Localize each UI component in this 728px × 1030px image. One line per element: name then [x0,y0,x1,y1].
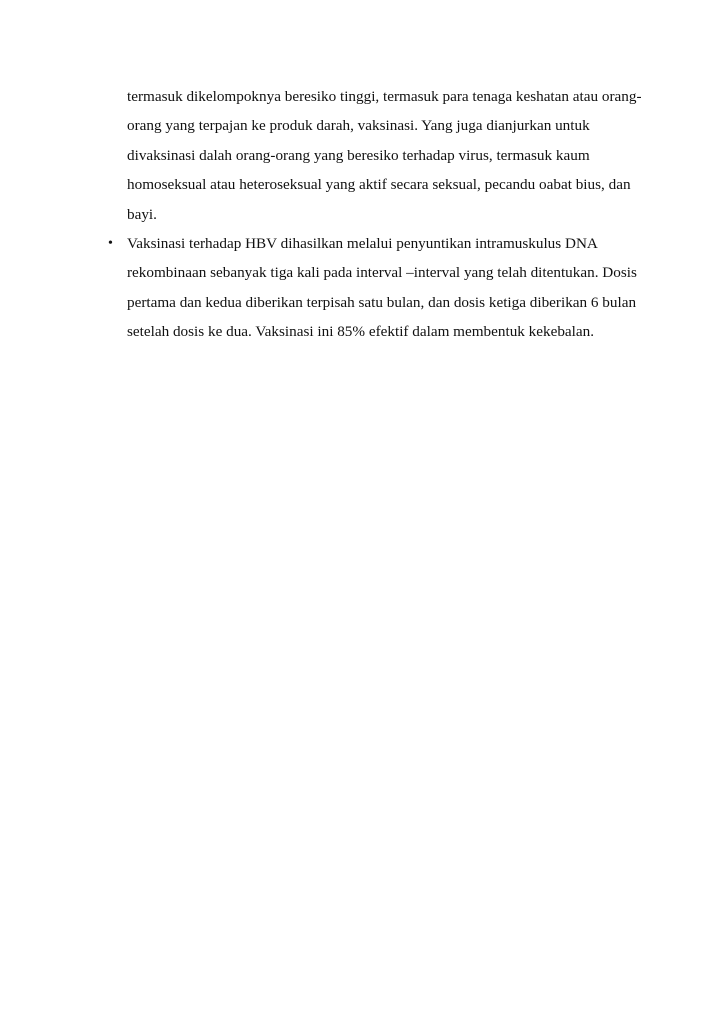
text-line: homoseksual atau heteroseksual yang aktif secara seksual, pecandu oabat bius, dan [127,176,631,194]
text-line: divaksinasi dalah orang-orang yang beresiko terhadap virus, termasuk kaum [127,146,590,164]
text-line: bayi. [127,205,157,223]
text-line: Vaksinasi terhadap HBV dihasilkan melalui penyuntikan intramuskulus DNA [127,234,598,252]
body-text [108,82,647,347]
bullet-icon: • [108,235,113,251]
bullet-list-item [108,229,647,347]
text-line: termasuk dikelompoknya beresiko tinggi, termasuk para tenaga keshatan atau orang- [127,88,642,105]
text-line: pertama dan kedua diberikan terpisah satu bulan, dan dosis ketiga diberikan 6 bulan [127,293,637,311]
text-line: setelah dosis ke dua. Vaksinasi ini 85% efektif dalam membentuk kekebalan. [127,323,595,341]
text-line: rekombinaan sebanyak tiga kali pada interval –interval yang telah ditentukan. Dosis [127,264,637,282]
continuation-paragraph [127,82,647,229]
text-line: orang yang terpajan ke produk darah, vaksinasi. Yang juga dianjurkan untuk [127,117,590,135]
